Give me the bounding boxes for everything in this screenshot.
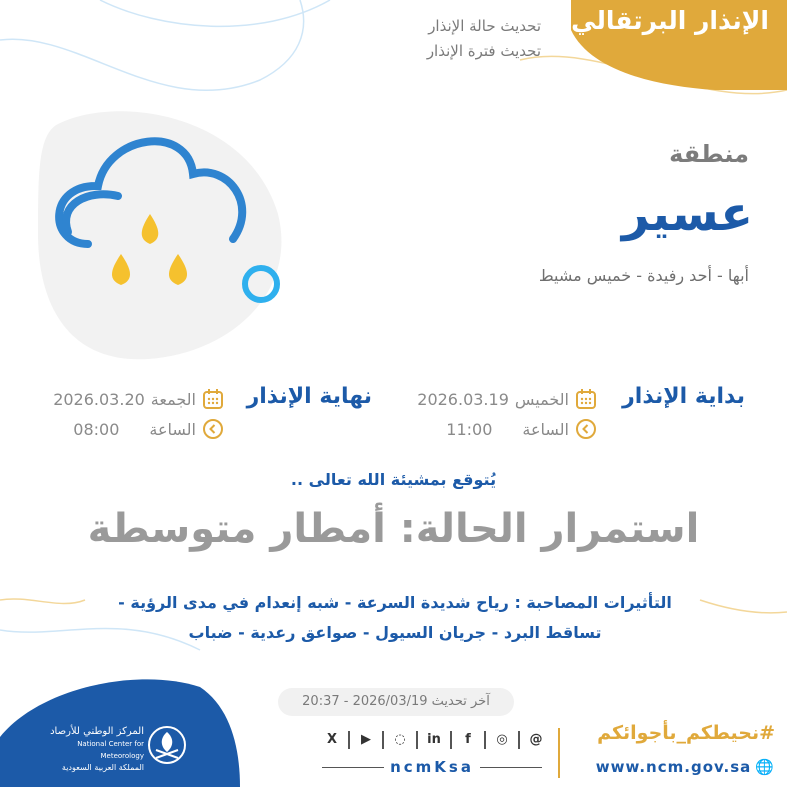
divider — [450, 731, 452, 749]
effects-line-1: التأثيرات المصاحبة : رياح شديدة السرعة - شبه إنعدام في مدى الرؤية - — [118, 593, 672, 612]
status-update-text: تحديث حالة الإنذار — [428, 17, 541, 35]
start-time: 11:00 — [446, 419, 493, 439]
end-date: 2026.03.20 — [53, 389, 145, 409]
social-handle-row — [322, 758, 542, 776]
divider — [382, 731, 384, 749]
divider — [484, 731, 486, 749]
social-handle[interactable]: ncmKsa — [390, 758, 474, 776]
region-name: عسير — [621, 186, 753, 242]
start-day: الخميس — [514, 389, 569, 409]
affected-cities: أبها - أحد رفيدة - خميس مشيط — [538, 266, 749, 285]
calendar-icon — [575, 388, 597, 410]
x-icon[interactable]: X — [326, 732, 338, 747]
youtube-icon[interactable]: ▶ — [361, 732, 371, 747]
forecast-intro: يُتوقع بمشيئة الله تعالى .. — [290, 470, 497, 489]
campaign-hashtag[interactable]: #نحيطكم_بأجوائكم — [597, 722, 775, 744]
warning-level-title: الإنذار البرتقالي — [571, 6, 769, 35]
update-notes — [281, 14, 541, 64]
divider — [322, 767, 384, 768]
associated-effects — [90, 588, 700, 648]
organization-country: المملكة العربية السعودية — [61, 763, 144, 772]
divider — [480, 767, 542, 768]
facebook-icon[interactable]: f — [465, 732, 471, 747]
region-label: منطقة — [669, 140, 749, 168]
calendar-icon — [202, 388, 224, 410]
end-day: الجمعة — [150, 389, 196, 409]
social-links — [322, 730, 546, 750]
website-link[interactable] — [596, 758, 775, 776]
organization-name-en: National Center for Meteorology — [77, 740, 144, 760]
clock-icon — [575, 418, 597, 440]
divider — [518, 731, 520, 749]
instagram-icon[interactable]: ◎ — [496, 732, 508, 747]
warning-end-time — [73, 418, 224, 440]
linkedin-icon[interactable]: in — [427, 732, 441, 747]
cloud-rain-icon — [28, 104, 288, 364]
end-time-label: الساعة — [149, 419, 196, 439]
warning-end-title: نهاية الإنذار — [246, 384, 372, 409]
warning-start-date — [417, 388, 597, 410]
end-time: 08:00 — [73, 419, 120, 439]
threads-icon[interactable]: @ — [529, 732, 543, 747]
warning-start-time — [446, 418, 597, 440]
saudi-emblem-icon — [146, 724, 188, 770]
footer-divider — [558, 728, 560, 778]
warning-end-date — [53, 388, 224, 410]
effects-line-2: تساقط البرد - جريان السيول - صواعق رعدية - ضباب — [188, 623, 602, 642]
divider — [348, 731, 350, 749]
clock-icon — [202, 418, 224, 440]
divider — [416, 731, 418, 749]
start-date: 2026.03.19 — [417, 389, 509, 409]
snapchat-icon[interactable]: ◌ — [394, 732, 406, 747]
warning-start-title: بداية الإنذار — [622, 384, 745, 409]
start-time-label: الساعة — [522, 419, 569, 439]
last-update-badge: آخر تحديث 2026/03/19 - 20:37 — [278, 688, 514, 716]
forecast-headline: استمرار الحالة: أمطار متوسطة — [87, 506, 700, 552]
globe-icon: 🌐 — [755, 758, 775, 776]
period-update-text: تحديث فترة الإنذار — [426, 42, 541, 60]
website-url[interactable]: www.ncm.gov.sa — [595, 758, 752, 776]
organization-name-ar: المركز الوطني للأرصاد — [50, 726, 144, 737]
organization-name — [36, 726, 144, 774]
